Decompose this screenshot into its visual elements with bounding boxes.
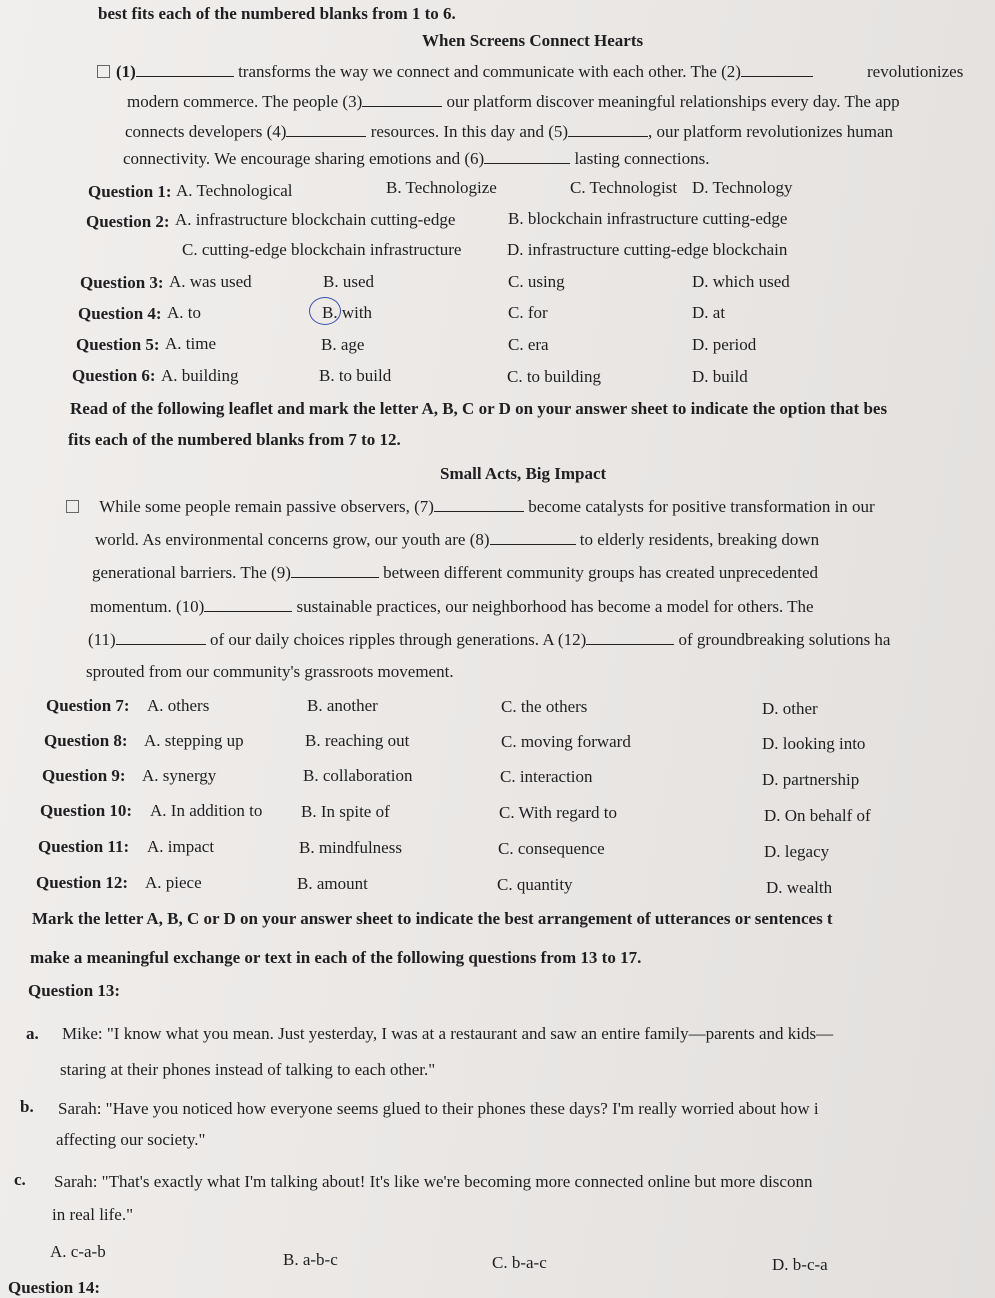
passage2-line-5: (11) of our daily choices ripples through generations. A (12) of groundbreaking solutions ha [88, 630, 891, 649]
item-c-label: c. [14, 1170, 26, 1189]
item-b-line-1: Sarah: "Have you noticed how everyone seems glued to their phones these days? I'm really worried about how i [58, 1099, 819, 1118]
passage1-line-1-end: revolutionizes [867, 62, 964, 81]
item-b-line-2: affecting our society." [56, 1130, 206, 1149]
q10-option-b[interactable]: B. In spite of [301, 802, 390, 821]
q4-option-d[interactable]: D. at [692, 303, 726, 322]
q6-option-a[interactable]: A. building [161, 366, 239, 385]
q13-option-c[interactable]: C. b-a-c [492, 1253, 547, 1272]
passage-title-screens: When Screens Connect Hearts [422, 31, 644, 50]
q12-option-b[interactable]: B. amount [297, 874, 368, 893]
q3-label: Question 3: [80, 273, 164, 292]
passage2-line-6: sprouted from our community's grassroots movement. [86, 662, 454, 681]
q7-option-a[interactable]: A. others [147, 696, 210, 715]
q6-option-b[interactable]: B. to build [319, 366, 392, 385]
q1-label: Question 1: [88, 182, 172, 201]
q9-option-b[interactable]: B. collaboration [303, 766, 413, 785]
q11-option-a[interactable]: A. impact [147, 837, 215, 856]
q8-label: Question 8: [44, 731, 128, 750]
q11-label: Question 11: [38, 837, 130, 856]
q5-label: Question 5: [76, 335, 160, 354]
q6-label: Question 6: [72, 366, 156, 385]
q13-label: Question 13: [28, 981, 121, 1000]
item-b-label: b. [20, 1097, 34, 1116]
item-a-label: a. [26, 1024, 39, 1043]
q12-option-d[interactable]: D. wealth [766, 878, 833, 897]
passage2-line-2: world. As environmental concerns grow, our youth are (8) to elderly residents, breaking down [95, 530, 820, 549]
item-c-line-1: Sarah: "That's exactly what I'm talking about! It's like we're becoming more connected online but more disconn [54, 1172, 813, 1191]
q11-option-c[interactable]: C. consequence [498, 839, 605, 858]
q4-option-c[interactable]: C. for [508, 303, 548, 322]
part3-instruction-line-2: make a meaningful exchange or text in each of the following questions from 13 to 17. [30, 948, 642, 967]
q2-option-b[interactable]: B. blockchain infrastructure cutting-edge [508, 209, 788, 228]
q2-label: Question 2: [86, 212, 170, 231]
part2-instruction-line-2: fits each of the numbered blanks from 7 to 12. [68, 430, 401, 449]
q5-option-d[interactable]: D. period [692, 335, 757, 354]
passage2-line-3: generational barriers. The (9) between different community groups has created unprecedented [92, 563, 819, 582]
q5-option-c[interactable]: C. era [508, 335, 549, 354]
passage-title-small-acts: Small Acts, Big Impact [440, 464, 607, 483]
q8-option-c[interactable]: C. moving forward [501, 732, 631, 751]
passage1-line-3: connects developers (4) resources. In this day and (5) , our platform revolutionizes human [125, 122, 894, 141]
q2-option-a[interactable]: A. infrastructure blockchain cutting-edge [175, 210, 456, 229]
q8-option-b[interactable]: B. reaching out [305, 731, 410, 750]
q11-option-b[interactable]: B. mindfulness [299, 838, 402, 857]
q1-option-a[interactable]: A. Technological [176, 181, 293, 200]
q3-option-c[interactable]: C. using [508, 272, 565, 291]
q1-option-d[interactable]: D. Technology [692, 178, 793, 197]
q7-label: Question 7: [46, 696, 130, 715]
q4-option-b[interactable]: B. with [322, 303, 373, 322]
q1-option-b[interactable]: B. Technologize [386, 178, 497, 197]
q3-option-a[interactable]: A. was used [169, 272, 252, 291]
q10-option-c[interactable]: C. With regard to [499, 803, 617, 822]
q10-option-d[interactable]: D. On behalf of [764, 806, 871, 825]
q9-option-d[interactable]: D. partnership [762, 770, 860, 789]
q12-option-c[interactable]: C. quantity [497, 875, 573, 894]
passage1-line-1: (1) transforms the way we connect and communicate with each other. The (2) [97, 61, 813, 82]
part3-instruction-line-1: Mark the letter A, B, C or D on your answer sheet to indicate the best arrangement of utterances or sentences t [32, 909, 833, 928]
item-c-line-2: in real life." [52, 1205, 134, 1224]
q8-option-d[interactable]: D. looking into [762, 734, 866, 753]
q9-label: Question 9: [42, 766, 126, 785]
passage1-line-2: modern commerce. The people (3) our platform discover meaningful relationships every day. The app [127, 92, 900, 111]
passage1-line-4: connectivity. We encourage sharing emotions and (6) lasting connections. [123, 149, 710, 168]
q10-label: Question 10: [40, 801, 133, 820]
passage2-line-1: While some people remain passive observers, (7) become catalysts for positive transformation in our [66, 496, 875, 517]
q13-option-a[interactable]: A. c-a-b [50, 1242, 106, 1261]
checkbox-icon [97, 65, 110, 78]
q14-label: Question 14: [8, 1278, 101, 1297]
q3-option-b[interactable]: B. used [323, 272, 374, 291]
q10-option-a[interactable]: A. In addition to [150, 801, 263, 820]
q7-option-b[interactable]: B. another [307, 696, 378, 715]
item-a-line-2: staring at their phones instead of talking to each other." [60, 1060, 436, 1079]
q4-option-a[interactable]: A. to [167, 303, 201, 322]
q9-option-c[interactable]: C. interaction [500, 767, 593, 786]
q4-label: Question 4: [78, 304, 162, 323]
q13-option-d[interactable]: D. b-c-a [772, 1255, 828, 1274]
part2-instruction-line-1: Read of the following leaflet and mark the letter A, B, C or D on your answer sheet to indicate the option that bes [70, 399, 888, 418]
q6-option-c[interactable]: C. to building [507, 367, 601, 386]
q1-option-c[interactable]: C. Technologist [570, 178, 678, 197]
q7-option-d[interactable]: D. other [762, 699, 818, 718]
part1-instruction-end: best fits each of the numbered blanks from 1 to 6. [98, 4, 456, 23]
q5-option-b[interactable]: B. age [321, 335, 365, 354]
checkbox-icon [66, 500, 79, 513]
q6-option-d[interactable]: D. build [692, 367, 748, 386]
item-a-line-1: Mike: "I know what you mean. Just yesterday, I was at a restaurant and saw an entire family—parents and kids— [62, 1024, 834, 1043]
q3-option-d[interactable]: D. which used [692, 272, 790, 291]
passage2-line-4: momentum. (10) sustainable practices, our neighborhood has become a model for others. The [90, 597, 814, 616]
q12-label: Question 12: [36, 873, 129, 892]
q7-option-c[interactable]: C. the others [501, 697, 588, 716]
q2-option-d[interactable]: D. infrastructure cutting-edge blockchain [507, 240, 788, 259]
q11-option-d[interactable]: D. legacy [764, 842, 830, 861]
q8-option-a[interactable]: A. stepping up [144, 731, 244, 750]
q2-option-c[interactable]: C. cutting-edge blockchain infrastructure [182, 240, 462, 259]
q13-option-b[interactable]: B. a-b-c [283, 1250, 338, 1269]
q9-option-a[interactable]: A. synergy [142, 766, 217, 785]
q12-option-a[interactable]: A. piece [145, 873, 202, 892]
q5-option-a[interactable]: A. time [165, 334, 216, 353]
